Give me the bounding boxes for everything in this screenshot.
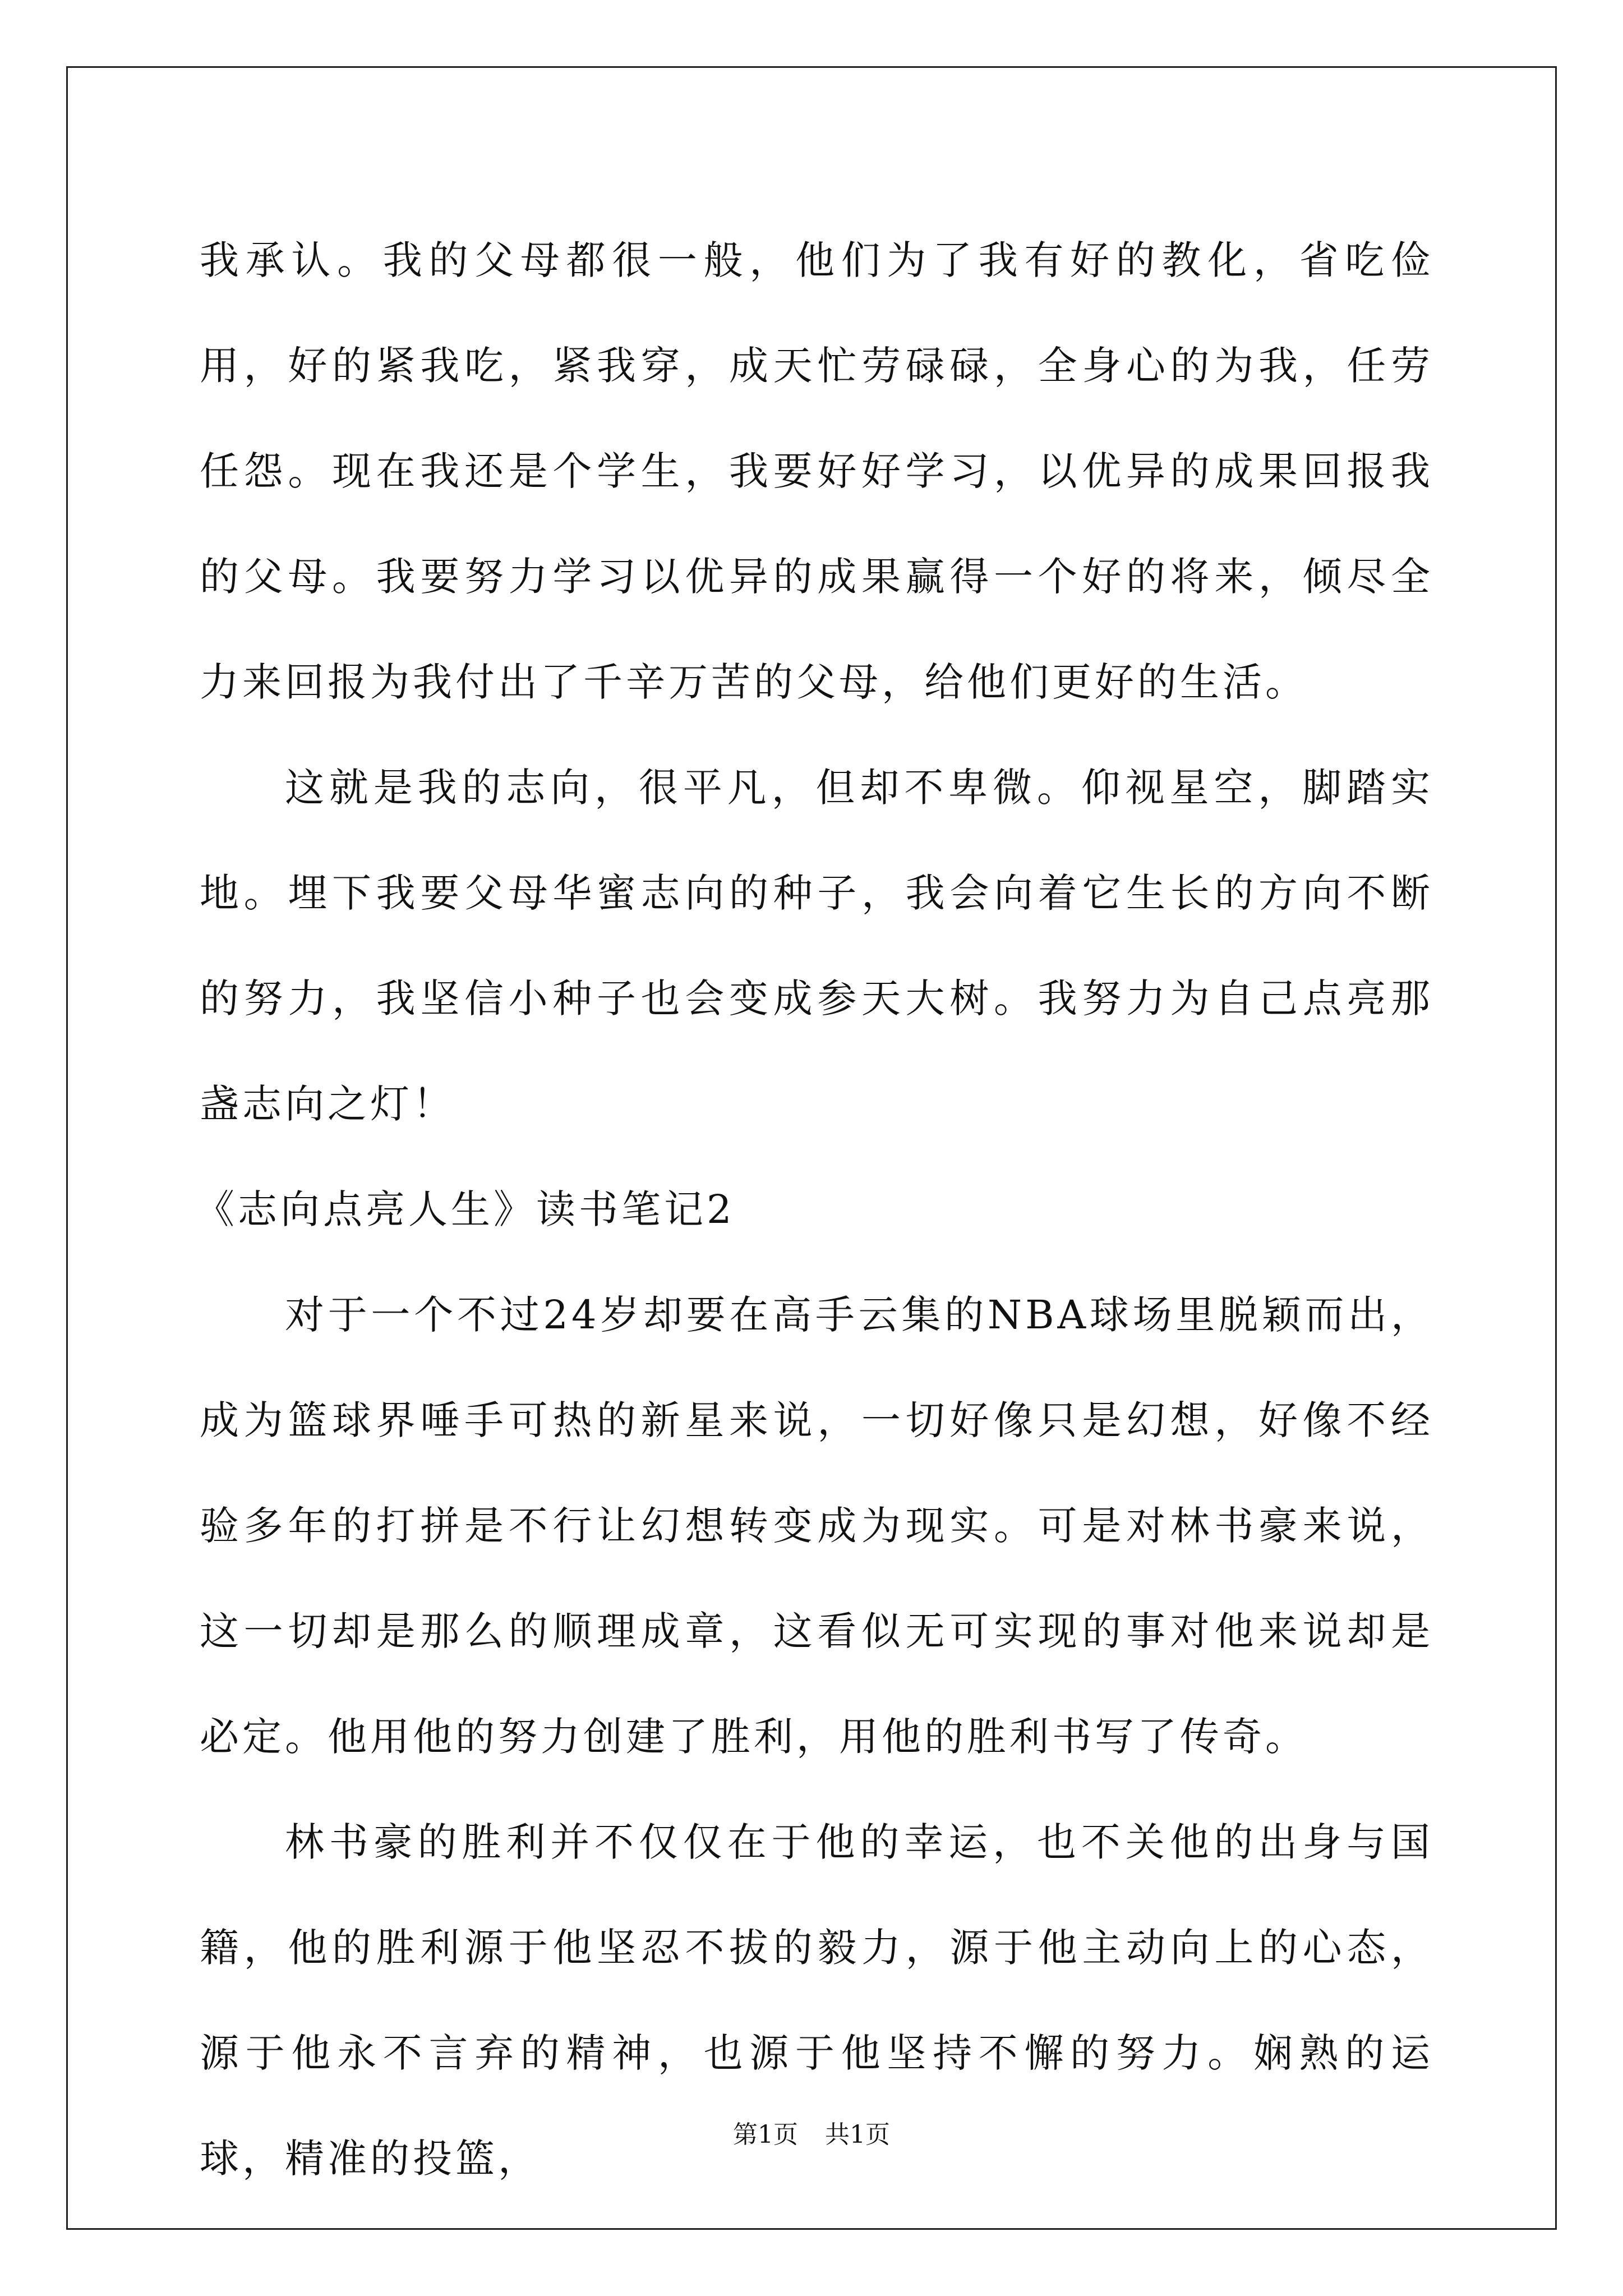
document-body: [195, 208, 1433, 2211]
paragraph-1: 我承认。我的父母都很一般，他们为了我有好的教化，省吃俭用，好的紧我吃，紧我穿，成天忙劳碌碌，全身心的为我，任劳任怨。现在我还是个学生，我要好好学习，以优异的成果回报我的父母。我要努力学习以优异的成果赢得一个好的将来，倾尽全力来回报为我付出了千辛万苦的父母，给他们更好的生活。: [200, 237, 1433, 705]
paragraph-3: 对于一个不过24岁却要在高手云集的NBA球场里脱颖而出，成为篮球界唾手可热的新星来说，一切好像只是幻想，好像不经验多年的打拼是不行让幻想转变成为现实。可是对林书豪来说，这一切却是那么的顺理成章，这看似无可实现的事对他来说却是必定。他用他的努力创建了胜利，用他的胜利书写了传奇。: [200, 1292, 1433, 1760]
paragraph-4: 林书豪的胜利并不仅仅在于他的幸运，也不关他的出身与国籍，他的胜利源于他坚忍不拔的毅力，源于他主动向上的心态，源于他永不言弃的精神，也源于他坚持不懈的努力。娴熟的运球，精准的投篮，: [200, 1819, 1433, 2182]
page-number-total: 共1页: [825, 2120, 890, 2149]
page-number-current: 第1页: [733, 2120, 798, 2149]
section-heading: 《志向点亮人生》读书笔记2: [195, 1186, 735, 1232]
page-footer: [0, 2118, 1623, 2152]
paragraph-2: 这就是我的志向，很平凡，但却不卑微。仰视星空，脚踏实地。埋下我要父母华蜜志向的种子，我会向着它生长的方向不断的努力，我坚信小种子也会变成参天大树。我努力为自己点亮那盏志向之灯！: [200, 765, 1433, 1127]
